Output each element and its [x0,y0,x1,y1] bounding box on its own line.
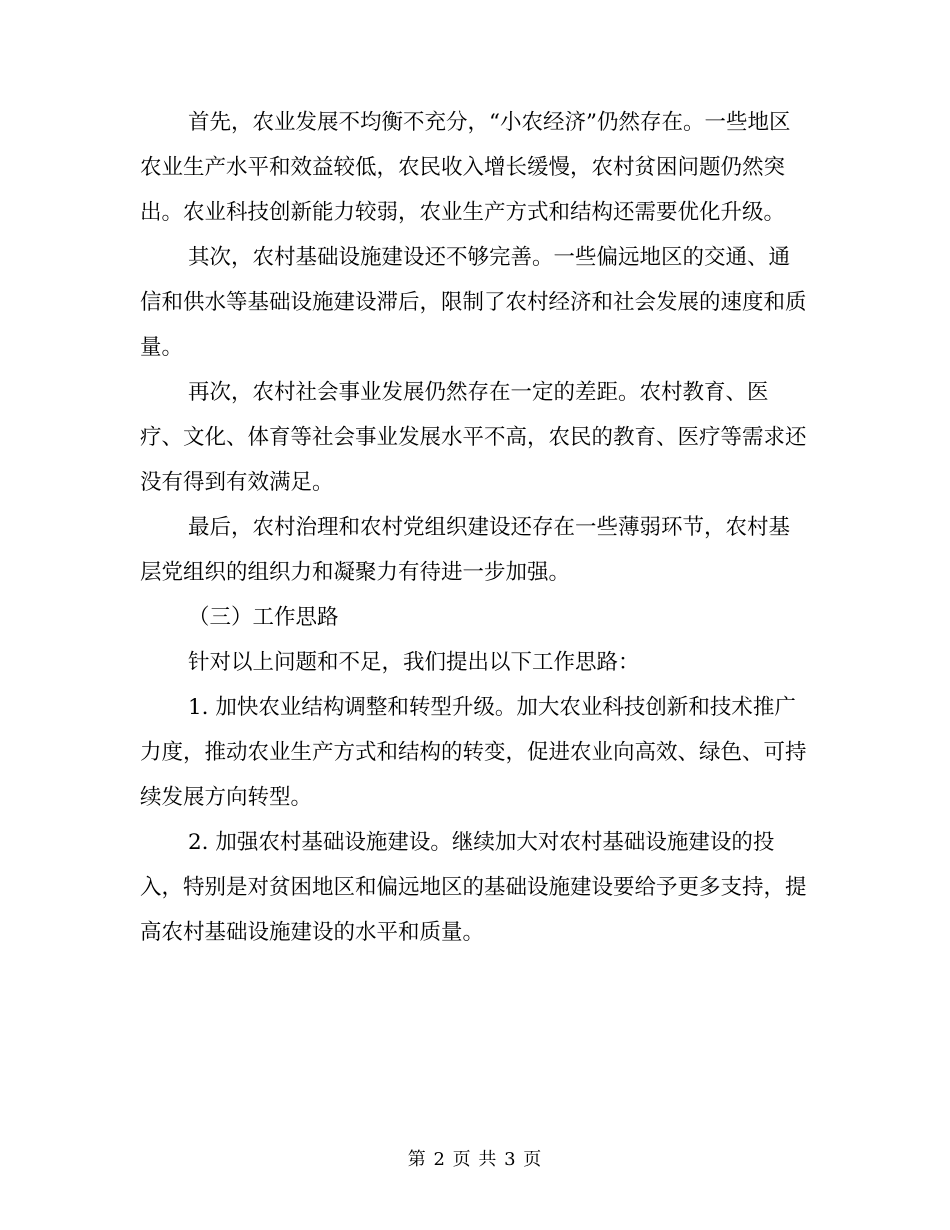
paragraph-problem-governance: 最后，农村治理和农村党组织建设还存在一些薄弱环节，农村基层党组织的组织力和凝聚力有待进一步加强。 [140,515,791,585]
paragraph-problem-social-services: 再次，农村社会事业发展仍然存在一定的差距。农村教育、医疗、文化、体育等社会事业发展水平不高，农民的教育、医疗等需求还没有得到有效满足。 [140,380,807,495]
document-body [140,100,810,955]
paragraph-problem-infrastructure: 其次，农村基础设施建设还不够完善。一些偏远地区的交通、通信和供水等基础设施建设滞后，限制了农村经济和社会发展的速度和质量。 [140,245,807,360]
paragraph-problem-agriculture: 首先，农业发展不均衡不充分，“小农经济”仍然存在。一些地区农业生产水平和效益较低，农民收入增长缓慢，农村贫困问题仍然突出。农业科技创新能力较弱，农业生产方式和结构还需要优化升级。 [140,110,791,225]
page-number-label: 第 2 页 共 3 页 [407,1149,543,1170]
page-footer [0,1145,950,1175]
list-item-1: 1. 加快农业结构调整和转型升级。加大农业科技创新和技术推广力度，推动农业生产方式和结构的转变，促进农业向高效、绿色、可持续发展方向转型。 [140,695,807,810]
list-item-2: 2. 加强农村基础设施建设。继续加大对农村基础设施建设的投入，特别是对贫困地区和偏远地区的基础设施建设要给予更多支持，提高农村基础设施建设的水平和质量。 [140,830,807,945]
section-heading-work-approach: （三）工作思路 [188,605,339,630]
paragraph-work-approach-intro: 针对以上问题和不足，我们提出以下工作思路： [188,650,640,675]
